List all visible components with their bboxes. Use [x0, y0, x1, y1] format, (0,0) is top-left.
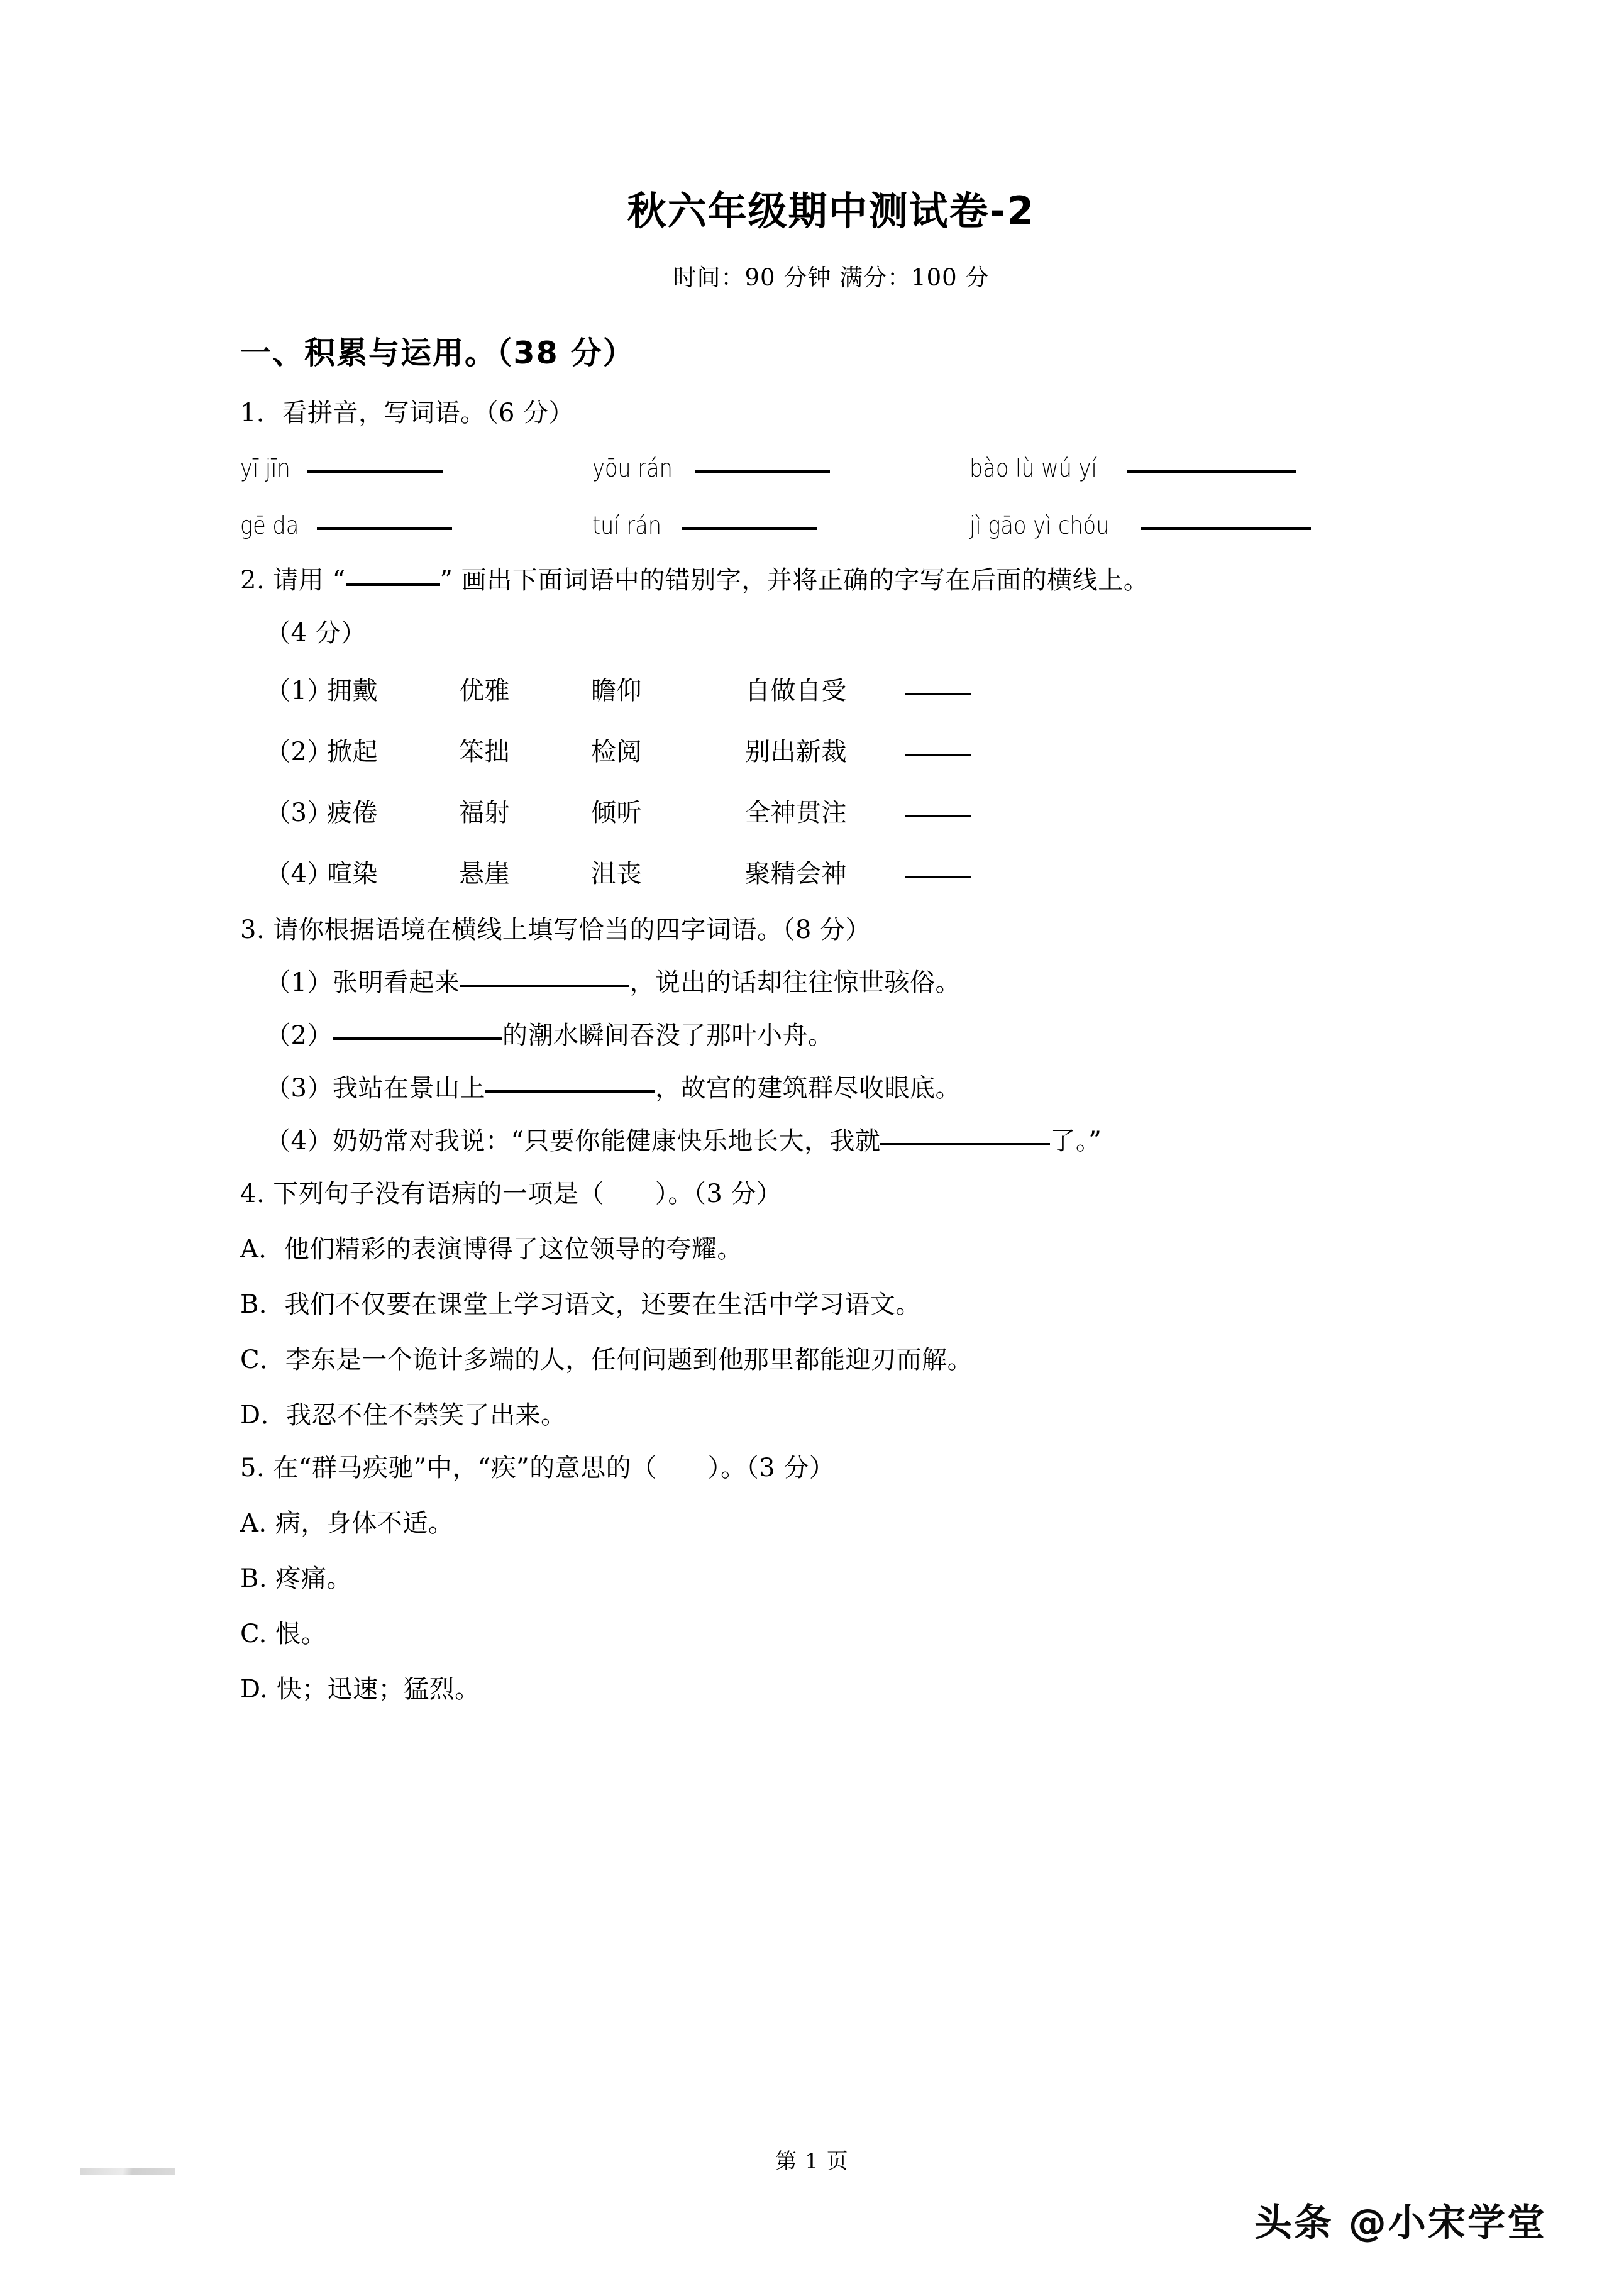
question-5-option-d[interactable]: D. 快；迅速；猛烈。	[240, 1675, 480, 1704]
pinyin-item	[240, 512, 592, 540]
item-text-after: ，说出的话却往往惊世骇俗。	[629, 968, 961, 998]
section-heading-one: 一、积累与运用。（38 分）	[240, 335, 635, 372]
watermark-logo: 头条 @小宋学堂	[1254, 2201, 1547, 2245]
word-item: 疲倦	[327, 798, 378, 828]
question-1-prompt: 1．看拼音，写词语。（6 分）	[240, 399, 575, 428]
pinyin-row-1	[240, 426, 1422, 483]
pinyin-row-2	[240, 483, 1422, 540]
item-text-before: 奶奶常对我说：“只要你能健康快乐地长大，我就	[332, 1127, 881, 1156]
pinyin-item	[969, 455, 1410, 483]
word-item: 笨拙	[459, 737, 510, 767]
word-item: 拥戴	[327, 676, 378, 706]
pinyin-item	[592, 455, 969, 483]
answer-blank[interactable]	[905, 876, 971, 878]
question-4-prompt: 4. 下列句子没有语病的一项是（ ）。（3 分）	[240, 1179, 782, 1209]
word-item: 掀起	[327, 737, 378, 767]
answer-blank[interactable]	[1141, 527, 1311, 530]
exam-meta-subtitle: 时间：90 分钟 满分：100 分	[673, 264, 990, 292]
question-4-option-a[interactable]: A．他们精彩的表演博得了这位领导的夸耀。	[240, 1235, 743, 1264]
word-item: 喧染	[327, 859, 378, 889]
pinyin-text: bào lù wú yí	[969, 455, 1097, 483]
item-index: （4）	[265, 1127, 333, 1156]
item-text-before: 张明看起来	[332, 968, 460, 998]
answer-blank[interactable]	[905, 754, 971, 756]
page-number-footer: 第 1 页	[775, 2149, 849, 2174]
question-5-option-c[interactable]: C. 恨。	[240, 1620, 327, 1649]
question-5-prompt: 5. 在“群马疾驰”中，“疾”的意思的（ ）。（3 分）	[240, 1454, 835, 1483]
pinyin-text: tuí rán	[592, 512, 661, 541]
item-text-before: 我站在景山上	[332, 1074, 485, 1103]
page-content	[240, 0, 1422, 1702]
word-correction-row	[240, 646, 1422, 707]
row-index: （4）	[265, 859, 333, 889]
question-4-option-d[interactable]: D．我忍不住不禁笑了出来。	[240, 1401, 566, 1430]
answer-blank[interactable]	[682, 527, 817, 530]
question-5-option-b[interactable]: B. 疼痛。	[240, 1564, 352, 1594]
question-2-prompt-part-b: ” 画出下面词语中的错别字，并将正确的字写在后面的横线上。	[439, 566, 1149, 595]
answer-blank[interactable]	[485, 1090, 655, 1093]
question-4-option-b[interactable]: B．我们不仅要在课堂上学习语文，还要在生活中学习语文。	[240, 1290, 921, 1320]
word-item: 自做自受	[745, 676, 847, 706]
page-title: 秋六年级期中测试卷-2	[627, 188, 1036, 234]
demo-underline	[346, 583, 440, 586]
answer-blank[interactable]	[333, 1037, 502, 1040]
word-item: 全神贯注	[745, 798, 847, 828]
question-4-option-c[interactable]: C．李东是一个诡计多端的人，任何问题到他那里都能迎刃而解。	[240, 1345, 973, 1375]
word-item: 悬崖	[459, 859, 510, 889]
answer-blank[interactable]	[1127, 470, 1296, 473]
word-correction-row	[240, 707, 1422, 768]
question-3-item	[240, 1048, 1422, 1101]
word-item: 倾听	[591, 798, 642, 828]
item-index: （3）	[265, 1074, 333, 1103]
pinyin-text: jì gāo yì chóu	[969, 512, 1110, 541]
question-2-prompt-part-a: 2. 请用 “	[240, 566, 346, 595]
answer-blank[interactable]	[905, 693, 971, 695]
word-correction-row	[240, 829, 1422, 890]
row-index: （3）	[265, 798, 333, 828]
word-item: 瞻仰	[591, 676, 642, 706]
answer-blank[interactable]	[317, 527, 452, 530]
pinyin-text: yī jīn	[240, 455, 290, 483]
item-index: （2）	[265, 1021, 333, 1051]
word-correction-row	[240, 768, 1422, 829]
pinyin-item	[969, 512, 1410, 540]
item-text-after: ，故宫的建筑群尽收眼底。	[655, 1074, 961, 1103]
answer-blank[interactable]	[695, 470, 830, 473]
row-index: （2）	[265, 737, 333, 767]
item-text-after: 了。”	[1050, 1127, 1102, 1156]
word-item: 优雅	[459, 676, 510, 706]
word-item: 检阅	[591, 737, 642, 767]
answer-blank[interactable]	[905, 815, 971, 817]
question-2-prompt	[240, 540, 1422, 593]
pinyin-text: yōu rán	[592, 455, 673, 483]
word-item: 福射	[459, 798, 510, 828]
question-5-option-a[interactable]: A. 病，身体不适。	[240, 1509, 454, 1538]
scan-artifact	[80, 2168, 175, 2175]
item-text-after: 的潮水瞬间吞没了那叶小舟。	[502, 1021, 834, 1051]
pinyin-item	[592, 512, 969, 540]
question-3-prompt: 3. 请你根据语境在横线上填写恰当的四字词语。（8 分）	[240, 915, 871, 945]
question-3-item	[240, 942, 1422, 998]
word-item: 沮丧	[591, 859, 642, 889]
question-3-item	[240, 995, 1422, 1051]
question-2-points: （4 分）	[265, 619, 367, 648]
answer-blank[interactable]	[307, 470, 443, 473]
pinyin-text: gē da	[240, 512, 299, 541]
question-3-item	[240, 1101, 1422, 1154]
item-index: （1）	[265, 968, 333, 998]
answer-blank[interactable]	[880, 1143, 1050, 1145]
row-index: （1）	[265, 676, 333, 706]
answer-blank[interactable]	[460, 985, 629, 987]
word-item: 聚精会神	[745, 859, 847, 889]
word-item: 别出新裁	[745, 737, 847, 767]
pinyin-item	[240, 455, 592, 483]
